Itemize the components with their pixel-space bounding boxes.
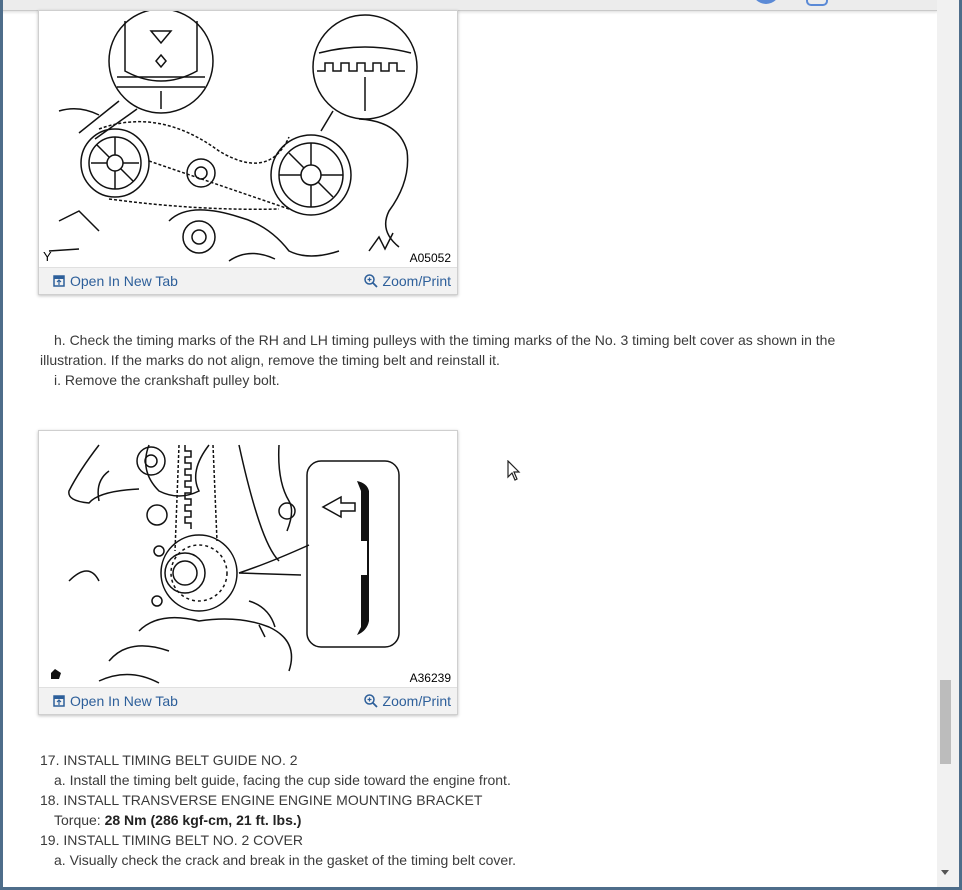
scroll-down-arrow-icon[interactable] <box>941 870 949 875</box>
window-border-left <box>0 0 3 890</box>
figure-actions-bar <box>39 267 457 294</box>
open-in-new-tab-label: Open In New Tab <box>70 693 178 709</box>
mouse-cursor-icon <box>507 460 521 487</box>
figure-card-a05052 <box>38 10 458 295</box>
chat-icon[interactable] <box>806 0 828 6</box>
open-in-new-tab-icon <box>53 695 65 707</box>
step-i-line: i. Remove the crankshaft pulley bolt. <box>54 372 280 388</box>
timing-pulleys-illustration <box>39 11 457 267</box>
timing-pulleys-drawing <box>39 11 457 267</box>
figure-corner-label: Y <box>43 249 52 264</box>
step-19a-text: a. Visually check the crack and break in the gasket of the timing belt cover. <box>54 852 516 868</box>
figure-card-a36239 <box>38 430 458 715</box>
step-18-heading: 18. INSTALL TRANSVERSE ENGINE ENGINE MOUNTING BRACKET <box>40 792 483 808</box>
zoom-print-label: Zoom/Print <box>382 693 451 709</box>
open-in-new-tab-icon <box>53 275 65 287</box>
figure-id-label: A05052 <box>409 251 451 265</box>
step-h-line1: h. Check the timing marks of the RH and LH timing pulleys with the timing marks of the No. 3 timing belt cover as shown in the <box>54 332 836 348</box>
scrollbar-thumb[interactable] <box>940 680 951 764</box>
zoom-print-link[interactable] <box>364 693 451 709</box>
install-steps <box>40 750 870 870</box>
zoom-print-link[interactable] <box>364 273 451 289</box>
figure-actions-bar <box>39 687 457 714</box>
crankshaft-pulley-illustration <box>39 431 457 687</box>
avatar[interactable] <box>752 0 780 4</box>
step-h-line2: illustration. If the marks do not align, remove the timing belt and reinstall it. <box>40 352 500 368</box>
zoom-print-label: Zoom/Print <box>382 273 451 289</box>
step-17a-text: a. Install the timing belt guide, facing the cup side toward the engine front. <box>54 772 511 788</box>
open-in-new-tab-link[interactable] <box>53 693 178 709</box>
step-h-text <box>40 330 870 390</box>
open-in-new-tab-label: Open In New Tab <box>70 273 178 289</box>
step-19-heading: 19. INSTALL TIMING BELT NO. 2 COVER <box>40 832 303 848</box>
crankshaft-pulley-drawing <box>39 431 457 687</box>
open-in-new-tab-link[interactable] <box>53 273 178 289</box>
step-17-heading: 17. INSTALL TIMING BELT GUIDE NO. 2 <box>40 752 298 768</box>
torque-spec <box>40 810 870 830</box>
figure-id-label: A36239 <box>409 671 451 685</box>
vertical-scrollbar[interactable] <box>937 0 959 887</box>
zoom-icon <box>364 274 378 288</box>
torque-label: Torque: <box>54 812 101 828</box>
torque-value: 28 Nm (286 kgf-cm, 21 ft. lbs.) <box>104 812 302 828</box>
zoom-icon <box>364 694 378 708</box>
